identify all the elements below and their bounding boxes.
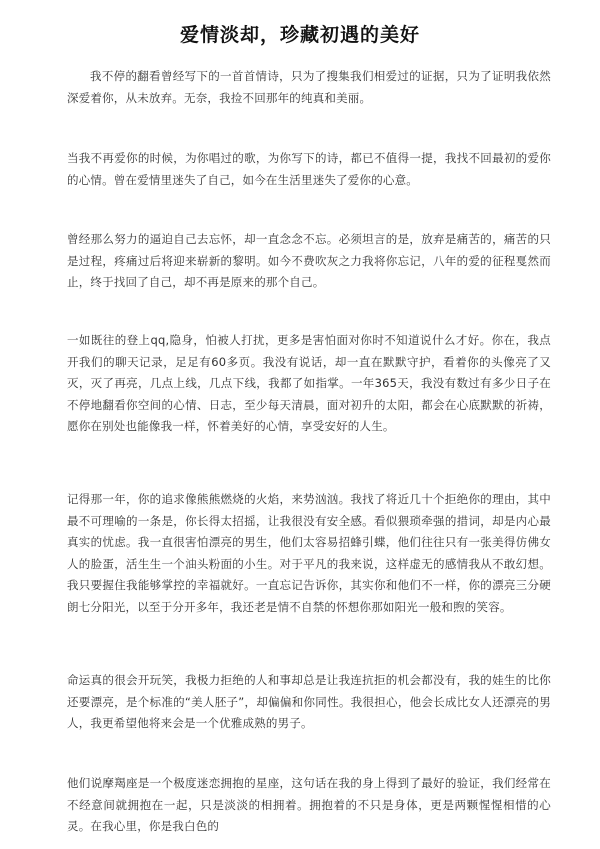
paragraph-4: 一如既往的登上qq,隐身，怕被人打扰，更多是害怕面对你时不知道说什么才好。你在，我点开我们的聊天记录，足足有60多页。我没有说话，却一直在默默守护，看着你的头像亮了又灭，灭了再亮，几点上线，几点下线，我都了如指掌。一年365天，我没有数过有多少日子在不停地翻看你空间的心情、日志，至少每天清晨，面对初升的太阳，都会在心底默默的祈祷，愿你在别处也能像我一样，怀着美好的心情，享受安好的人生。 xyxy=(67,333,551,433)
paragraph-2: 当我不再爱你的时候，为你唱过的歌，为你写下的诗，都已不值得一提，我找不回最初的爱你的心情。曾在爱情里迷失了自己，如今在生活里迷失了爱你的心意。 xyxy=(67,151,551,187)
document-title: 爱情淡却，珍藏初遇的美好 xyxy=(179,24,420,46)
paragraph-7: 他们说摩羯座是一个极度迷恋拥抱的星座，这句话在我的身上得到了最好的验证，我们经常在不经意间就拥抱在一起，只是淡淡的相拥着。拥抱着的不只是身体，更是两颗惺惺相惜的心灵。在我心里，你是我白色的 xyxy=(67,776,551,833)
paragraph-3: 曾经那么努力的逼迫自己去忘怀，却一直念念不忘。必须坦言的是，放弃是痛苦的，痛苦的只是过程，疼痛过后将迎来崭新的黎明。如今不费吹灰之力我将你忘记，八年的爱的征程戛然而止，终于找回了自己，却不再是原来的那个自己。 xyxy=(67,232,551,289)
paragraph-1: 我不停的翻看曾经写下的一首首情诗，只为了搜集我们相爱过的证据，只为了证明我依然深爱着你，从未放弃。无奈，我捡不回那年的纯真和美丽。 xyxy=(67,69,551,105)
paragraph-5: 记得那一年，你的追求像熊熊燃烧的火焰，来势汹汹。我找了将近几十个拒绝你的理由，其中最不可理喻的一条是，你长得太招摇，让我很没有安全感。看似猥琐牵强的措词，却是内心最真实的忧虑。我一直很害怕漂亮的男生，他们太容易招蜂引蝶，他们往往只有一张美得仿佛女人的脸蛋，活生生一个油头粉面的小生。对于平凡的我来说，这样虚无的感情我从不敢幻想。我只要握住我能够掌控的幸福就好。一直忘记告诉你，其实你和他们不一样，你的漂亮三分硬朗七分阳光，以至于分开多年，我还老是情不自禁的怀想你那如阳光一般和煦的笑容。 xyxy=(67,492,551,614)
paragraph-6: 命运真的很会开玩笑，我极力拒绝的人和事却总是让我连抗拒的机会都没有，我的娃生的比你还要漂亮，是个标准的“美人胚子”，却偏偏和你同性。我很担心，他会长成比女人还漂亮的男人，我更希望他将来会是一个优雅成熟的男子。 xyxy=(67,673,551,730)
